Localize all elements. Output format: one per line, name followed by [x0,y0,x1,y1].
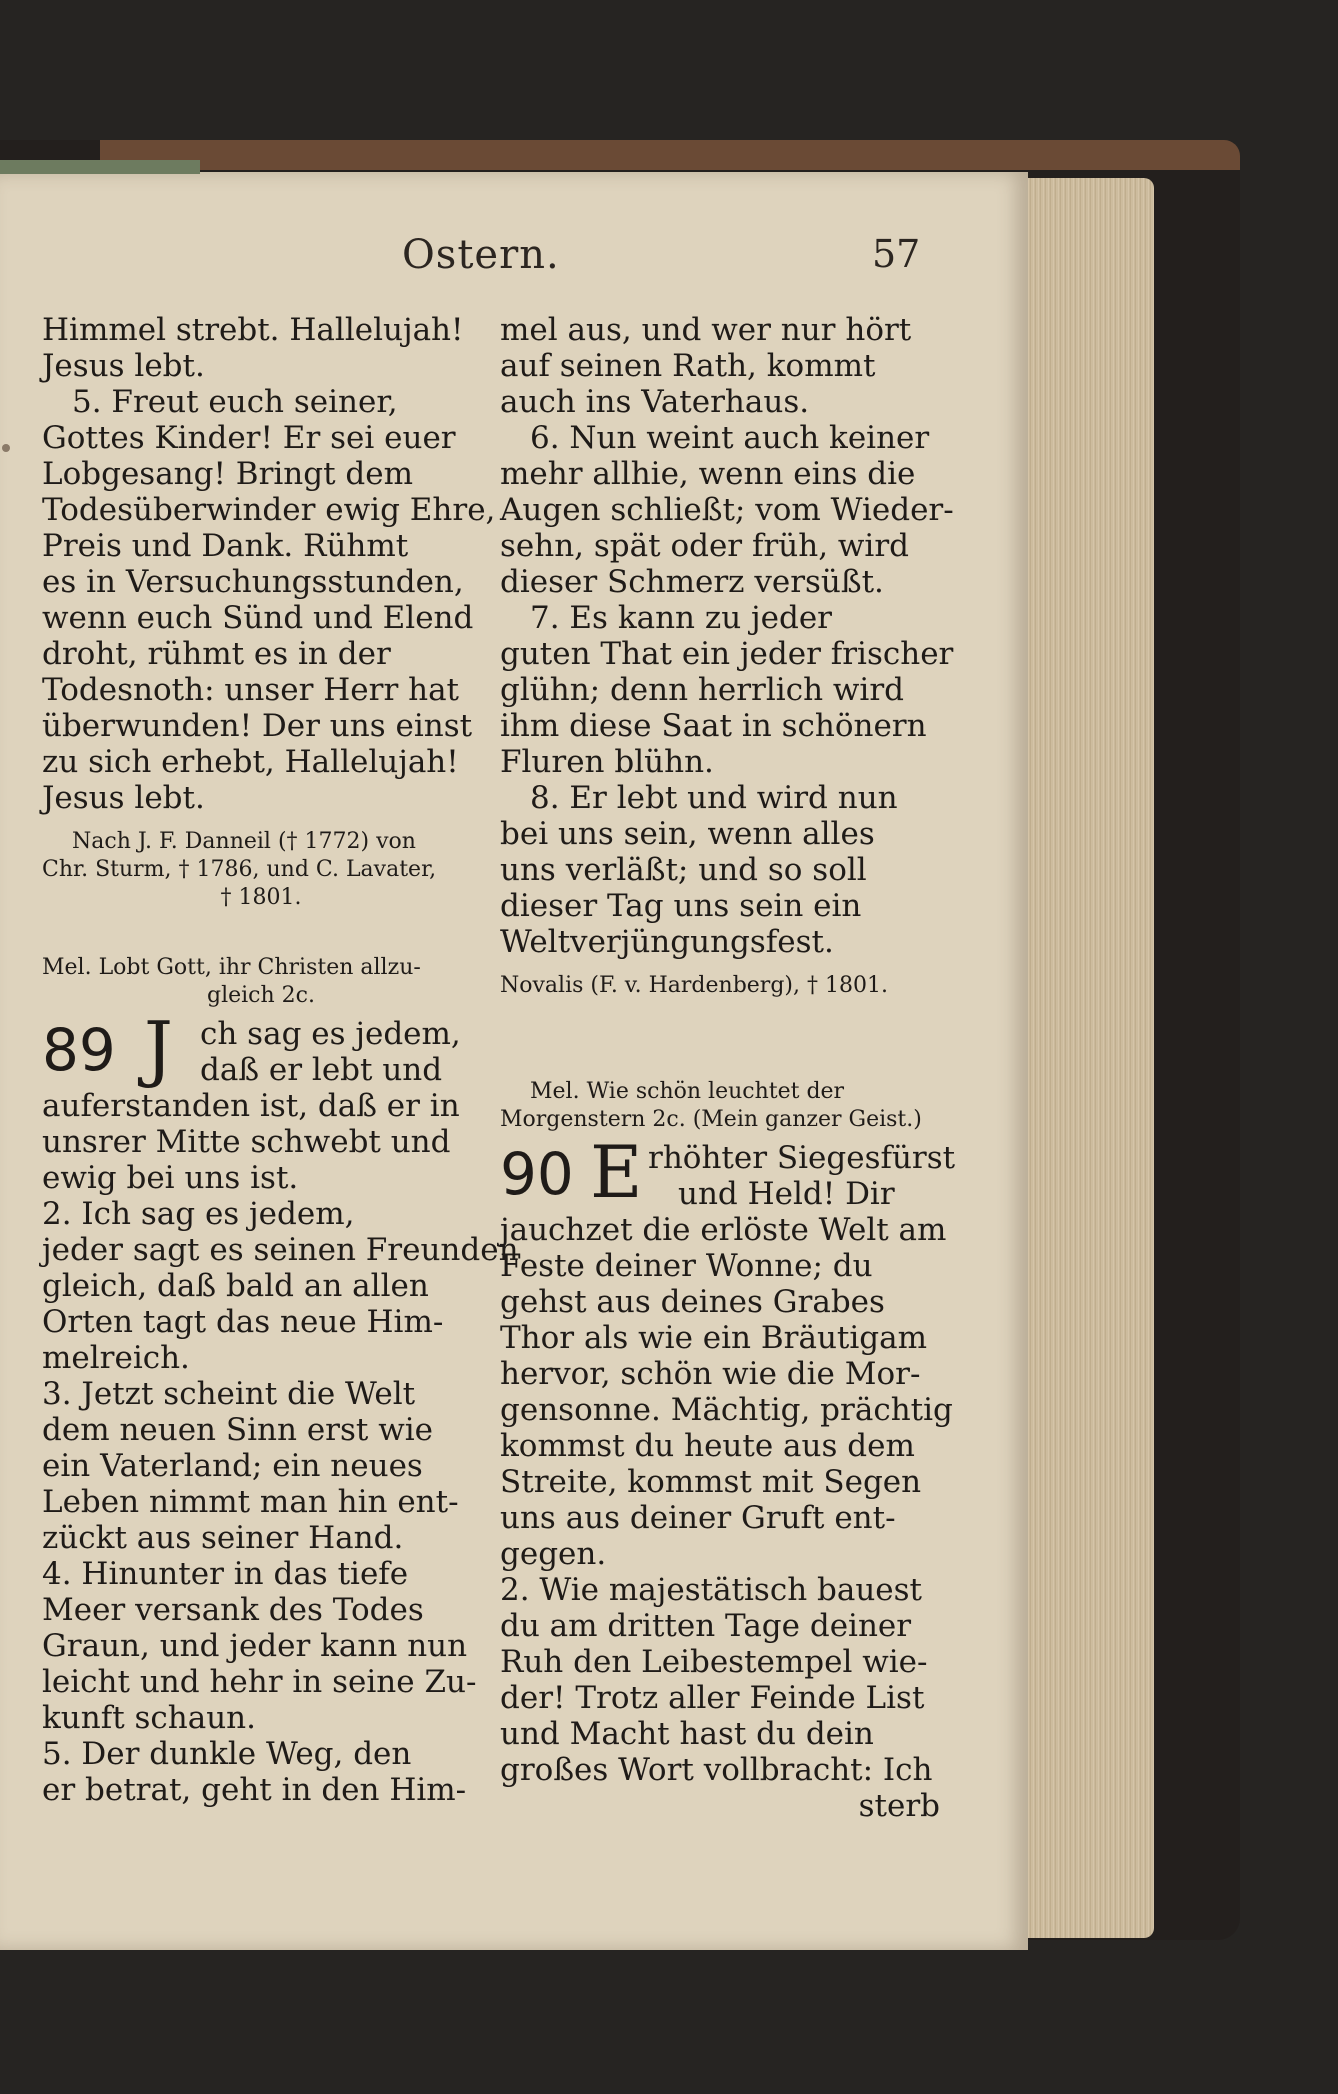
text-line: dieser Schmerz versüßt. [500,564,884,600]
text-line: dieser Tag uns sein ein [500,888,862,924]
attribution [42,828,480,912]
text-line: gegen. [500,1536,607,1572]
running-head [0,232,940,302]
melody-line: gleich 2c. [207,983,315,1008]
bookmark-ribbon [0,160,200,174]
text-line: rhöhter Siegesfürst [648,1140,956,1176]
text-line: glühn; denn herrlich wird [500,672,904,708]
hymn-90-text [500,1212,953,1824]
text-line: ewig bei uns ist. [42,1160,299,1196]
book-page [0,172,1028,1950]
text-line: zückt aus seiner Hand. [42,1520,404,1556]
text-line: daß er lebt und [200,1052,443,1088]
text-line: überwunden! Der uns einst [42,708,473,744]
text-line: gleich, daß bald an allen [42,1268,429,1304]
text-line: ein Vaterland; ein neues [42,1448,423,1484]
text-line: auch ins Vaterhaus. [500,384,810,420]
text-line: gensonne. Mächtig, prächtig [500,1392,953,1428]
attribution [500,972,940,1000]
hymn-number: 90 [500,1140,574,1208]
text-line: 7. Es kann zu jeder [530,600,832,636]
drop-cap: J [144,1006,173,1090]
text-line: droht, rühmt es in der [42,636,391,672]
page-mark [2,444,10,452]
text-line: kunft schaun. [42,1700,257,1736]
text-line: 8. Er lebt und wird nun [530,780,898,816]
text-line: Jesus lebt. [42,780,205,816]
text-line: jauchzet die erlöste Welt am [500,1212,947,1248]
attribution-line: Novalis (F. v. Hardenberg), † 1801. [500,973,888,998]
text-line: und Macht hast du dein [500,1716,874,1752]
melody-note [42,954,480,1010]
text-line: zu sich erhebt, Hallelujah! [42,744,459,780]
text-line: der! Trotz aller Feinde List [500,1680,925,1716]
text-line: melreich. [42,1340,190,1376]
text-line: Jesus lebt. [42,348,205,384]
text-line: es in Versuchungsstunden, [42,564,464,600]
text-line: Weltverjüngungsfest. [500,924,834,960]
drop-cap: E [590,1130,643,1214]
text-line: Todesnoth: unser Herr hat [42,672,460,708]
text-line: 4. Hinunter in das tiefe [42,1556,409,1592]
hymn-90-start [500,1130,956,1214]
attribution-line: Chr. Sturm, † 1786, und C. Lavater, [42,857,437,882]
text-line: 5. Der dunkle Weg, den [42,1736,412,1772]
text-line: hervor, schön wie die Mor- [500,1356,921,1392]
melody-note [500,1078,940,1134]
text-line: dem neuen Sinn erst wie [42,1412,433,1448]
text-line: gehst aus deines Grabes [500,1284,885,1320]
text-line: unsrer Mitte schwebt und [42,1124,451,1160]
text-line: uns aus deiner Gruft ent- [500,1500,896,1536]
text-line: Graun, und jeder kann nun [42,1628,468,1664]
text-line: Streite, kommst mit Segen [500,1464,922,1500]
stanza-5 [42,384,496,816]
text-line: 5. Freut euch seiner, [72,384,398,420]
text-line: Meer versank des Todes [42,1592,424,1628]
text-line: ihm diese Saat in schönern [500,708,927,744]
melody-line: Mel. Lobt Gott, ihr Christen allzu- [42,955,421,980]
melody-line: Morgenstern 2c. (Mein ganzer Geist.) [500,1107,922,1132]
text-line: 3. Jetzt scheint die Welt [42,1376,416,1412]
page-number: 57 [872,232,921,276]
cover-edge [100,140,1240,170]
text-line: du am dritten Tage deiner [500,1608,912,1644]
right-column [500,312,956,1824]
text-line: Fluren blühn. [500,744,714,780]
text-line: großes Wort vollbracht: Ich [500,1752,933,1788]
catchword: sterb [858,1788,940,1824]
hymn-number: 89 [42,1016,116,1084]
text-line: Todesüberwinder ewig Ehre, [42,492,496,528]
text-line: Lobgesang! Bringt dem [42,456,414,492]
text-line: Preis und Dank. Rühmt [42,528,409,564]
text-line: Leben nimmt man hin ent- [42,1484,459,1520]
text-line: auf seinen Rath, kommt [500,348,876,384]
text-line: Orten tagt das neue Him- [42,1304,444,1340]
hymn-89-start [42,1006,480,1090]
text-line: kommst du heute aus dem [500,1428,915,1464]
text-line: 2. Wie majestätisch bauest [500,1572,923,1608]
text-line: ch sag es jedem, [200,1016,461,1052]
hymn-89-text [42,1088,519,1808]
text-line: er betrat, geht in den Him- [42,1772,467,1808]
text-line: Feste deiner Wonne; du [500,1248,873,1284]
attribution-line: † 1801. [220,885,302,910]
text-line: Gottes Kinder! Er sei euer [42,420,456,456]
page-title: Ostern. [402,232,560,278]
text-line: guten That ein jeder frischer [500,636,954,672]
left-column [42,312,519,1808]
text-line: Himmel strebt. Hallelujah! [42,312,464,348]
text-line: und Held! Dir [678,1176,895,1212]
text-line: Thor als wie ein Bräutigam [500,1320,928,1356]
text-line: 2. Ich sag es jedem, [42,1196,355,1232]
text-line: leicht und hehr in seine Zu- [42,1664,477,1700]
page-block-edges [1022,178,1154,1938]
text-line: sehn, spät oder früh, wird [500,528,910,564]
attribution-line: Nach J. F. Danneil († 1772) von [72,829,416,854]
text-line: wenn euch Sünd und Elend [42,600,474,636]
text-line: mehr allhie, wenn eins die [500,456,916,492]
melody-line: Mel. Wie schön leuchtet der [530,1079,845,1104]
text-line: auferstanden ist, daß er in [42,1088,460,1124]
text-line: 6. Nun weint auch keiner [530,420,930,456]
text-line: uns verläßt; und so soll [500,852,867,888]
text-line: Augen schließt; vom Wieder- [500,492,954,528]
text-line: jeder sagt es seinen Freunden [42,1232,519,1268]
text-line: bei uns sein, wenn alles [500,816,875,852]
text-line: mel aus, und wer nur hört [500,312,912,348]
text-line: Ruh den Leibestempel wie- [500,1644,928,1680]
